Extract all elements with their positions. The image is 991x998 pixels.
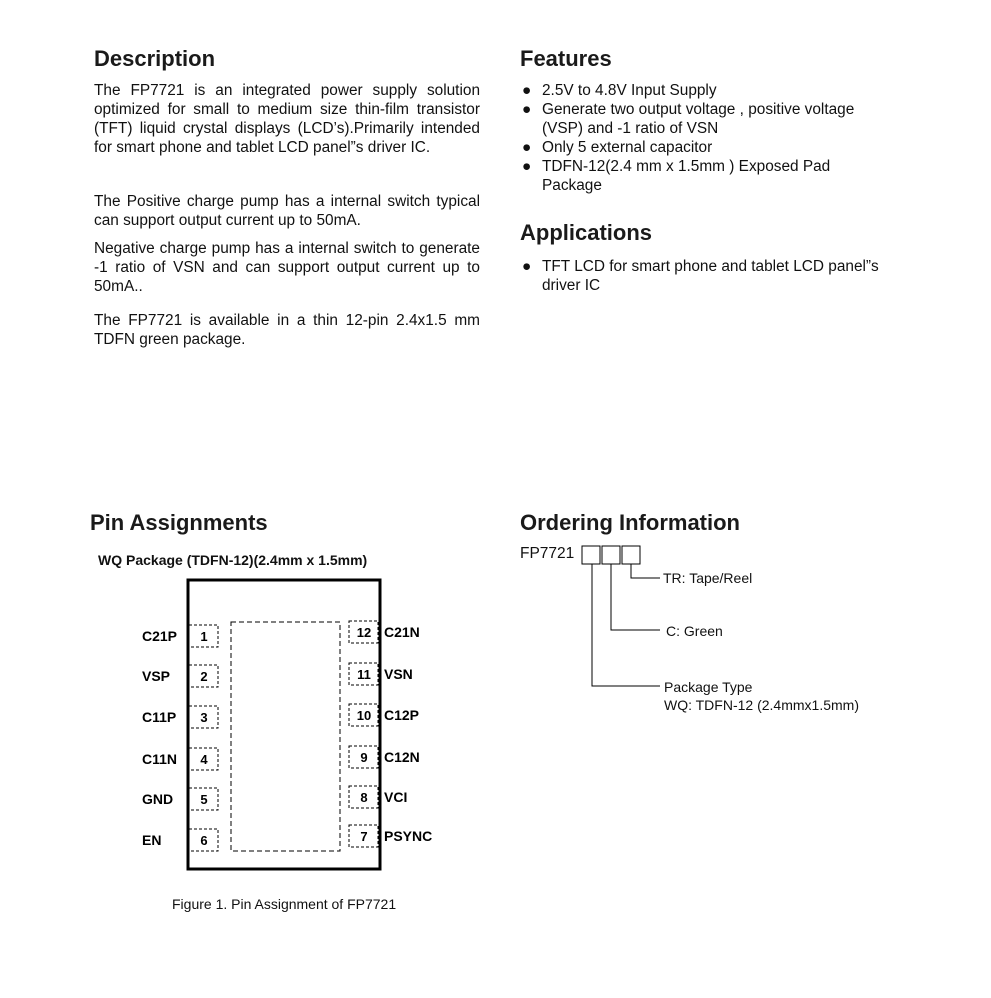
leader-line-tape bbox=[631, 564, 660, 578]
order-field-box bbox=[582, 546, 600, 564]
bullet-icon: ● bbox=[522, 139, 532, 156]
pin-label: C11N bbox=[142, 751, 178, 767]
pin-pad bbox=[349, 704, 378, 726]
pin-label: VSN bbox=[384, 666, 413, 682]
pin-label: VCI bbox=[384, 789, 408, 805]
pin-number: 8 bbox=[360, 790, 368, 805]
features-heading: Features bbox=[520, 46, 612, 71]
package-outline bbox=[188, 580, 380, 869]
pin-number: 11 bbox=[357, 667, 371, 682]
order-field-package: Package Type bbox=[664, 679, 753, 695]
pin-label: C21N bbox=[384, 624, 420, 640]
feature-item: ● Generate two output voltage , positive voltage (VSP) and -1 ratio of VSN bbox=[522, 101, 855, 137]
leader-line-package bbox=[592, 564, 660, 686]
pin-assignments-heading: Pin Assignments bbox=[90, 510, 268, 535]
pin-number: 9 bbox=[360, 750, 368, 765]
feature-item: ● Only 5 external capacitor bbox=[522, 139, 713, 156]
pin-number: 4 bbox=[200, 752, 208, 767]
pin-number: 6 bbox=[200, 833, 208, 848]
feature-item: ● TDFN-12(2.4 mm x 1.5mm ) Exposed Pad Package bbox=[522, 158, 831, 194]
description-paragraph-1: The FP7721 is an integrated power supply solution optimized for small to medium size thin-film transistor (TFT) liquid crystal displays (LCD’s).Primarily intended for smart phone and tablet LCD panel”s driver IC. bbox=[94, 82, 480, 156]
order-field-box bbox=[622, 546, 640, 564]
leader-line-green bbox=[611, 564, 660, 630]
pin-label: C21P bbox=[142, 628, 178, 644]
package-title: WQ Package (TDFN-12)(2.4mm x 1.5mm) bbox=[98, 552, 368, 568]
description-paragraph-3: Negative charge pump has a internal switch to generate -1 ratio of VSN and can support output current up to 50mA.. bbox=[94, 240, 480, 295]
description-paragraph-2: The Positive charge pump has a internal switch typical can support output current up to 50mA. bbox=[94, 193, 480, 229]
bullet-icon: ● bbox=[522, 82, 532, 99]
ordering-heading: Ordering Information bbox=[520, 510, 740, 535]
pin-number: 2 bbox=[200, 669, 208, 684]
pin-pad bbox=[349, 746, 378, 768]
pin-label: C12N bbox=[384, 749, 420, 765]
order-field-green: C: Green bbox=[666, 623, 723, 639]
part-number: FP7721 bbox=[520, 545, 575, 562]
bullet-icon: ● bbox=[522, 101, 532, 118]
pin-label: GND bbox=[142, 791, 174, 807]
pin-pad bbox=[189, 706, 218, 728]
pin-pad bbox=[189, 748, 218, 770]
bullet-icon: ● bbox=[522, 258, 532, 275]
pin-number: 3 bbox=[200, 710, 208, 725]
pin-label: EN bbox=[142, 832, 162, 848]
pin-number: 5 bbox=[200, 792, 208, 807]
pin-label: PSYNC bbox=[384, 828, 433, 844]
pin-pad bbox=[349, 663, 378, 685]
pin-number: 7 bbox=[360, 829, 368, 844]
order-field-tape: TR: Tape/Reel bbox=[663, 570, 753, 586]
bullet-icon: ● bbox=[522, 158, 532, 175]
pin-number: 12 bbox=[356, 625, 372, 640]
applications-list bbox=[520, 257, 915, 295]
pin-pad bbox=[349, 786, 378, 808]
application-item: ● TFT LCD for smart phone and tablet LCD panel”s driver IC bbox=[522, 258, 879, 294]
order-field-box bbox=[602, 546, 620, 564]
pin-number: 1 bbox=[200, 629, 208, 644]
applications-heading: Applications bbox=[520, 220, 653, 245]
feature-item: ● 2.5V to 4.8V Input Supply bbox=[522, 82, 717, 99]
exposed-pad bbox=[231, 622, 340, 851]
pin-pad bbox=[349, 825, 378, 847]
pin-pad bbox=[189, 829, 218, 851]
pin-label: C12P bbox=[384, 707, 420, 723]
pin-pad bbox=[189, 625, 218, 647]
description-heading: Description bbox=[94, 46, 216, 71]
pin-number: 10 bbox=[356, 708, 372, 723]
pin-label: VSP bbox=[142, 668, 171, 684]
figure-caption: Figure 1. Pin Assignment of FP7721 bbox=[172, 896, 397, 912]
pin-label: C11P bbox=[142, 709, 177, 725]
right-pin-group bbox=[349, 621, 432, 847]
pin-pad bbox=[349, 621, 378, 643]
description-paragraph-4: The FP7721 is available in a thin 12-pin 2.4x1.5 mm TDFN green package. bbox=[94, 312, 480, 348]
order-field-package-detail: WQ: TDFN-12 (2.4mmx1.5mm) bbox=[664, 697, 859, 713]
left-pin-group bbox=[142, 625, 218, 851]
features-list bbox=[520, 81, 890, 195]
pin-pad bbox=[189, 665, 218, 687]
pin-pad bbox=[189, 788, 218, 810]
